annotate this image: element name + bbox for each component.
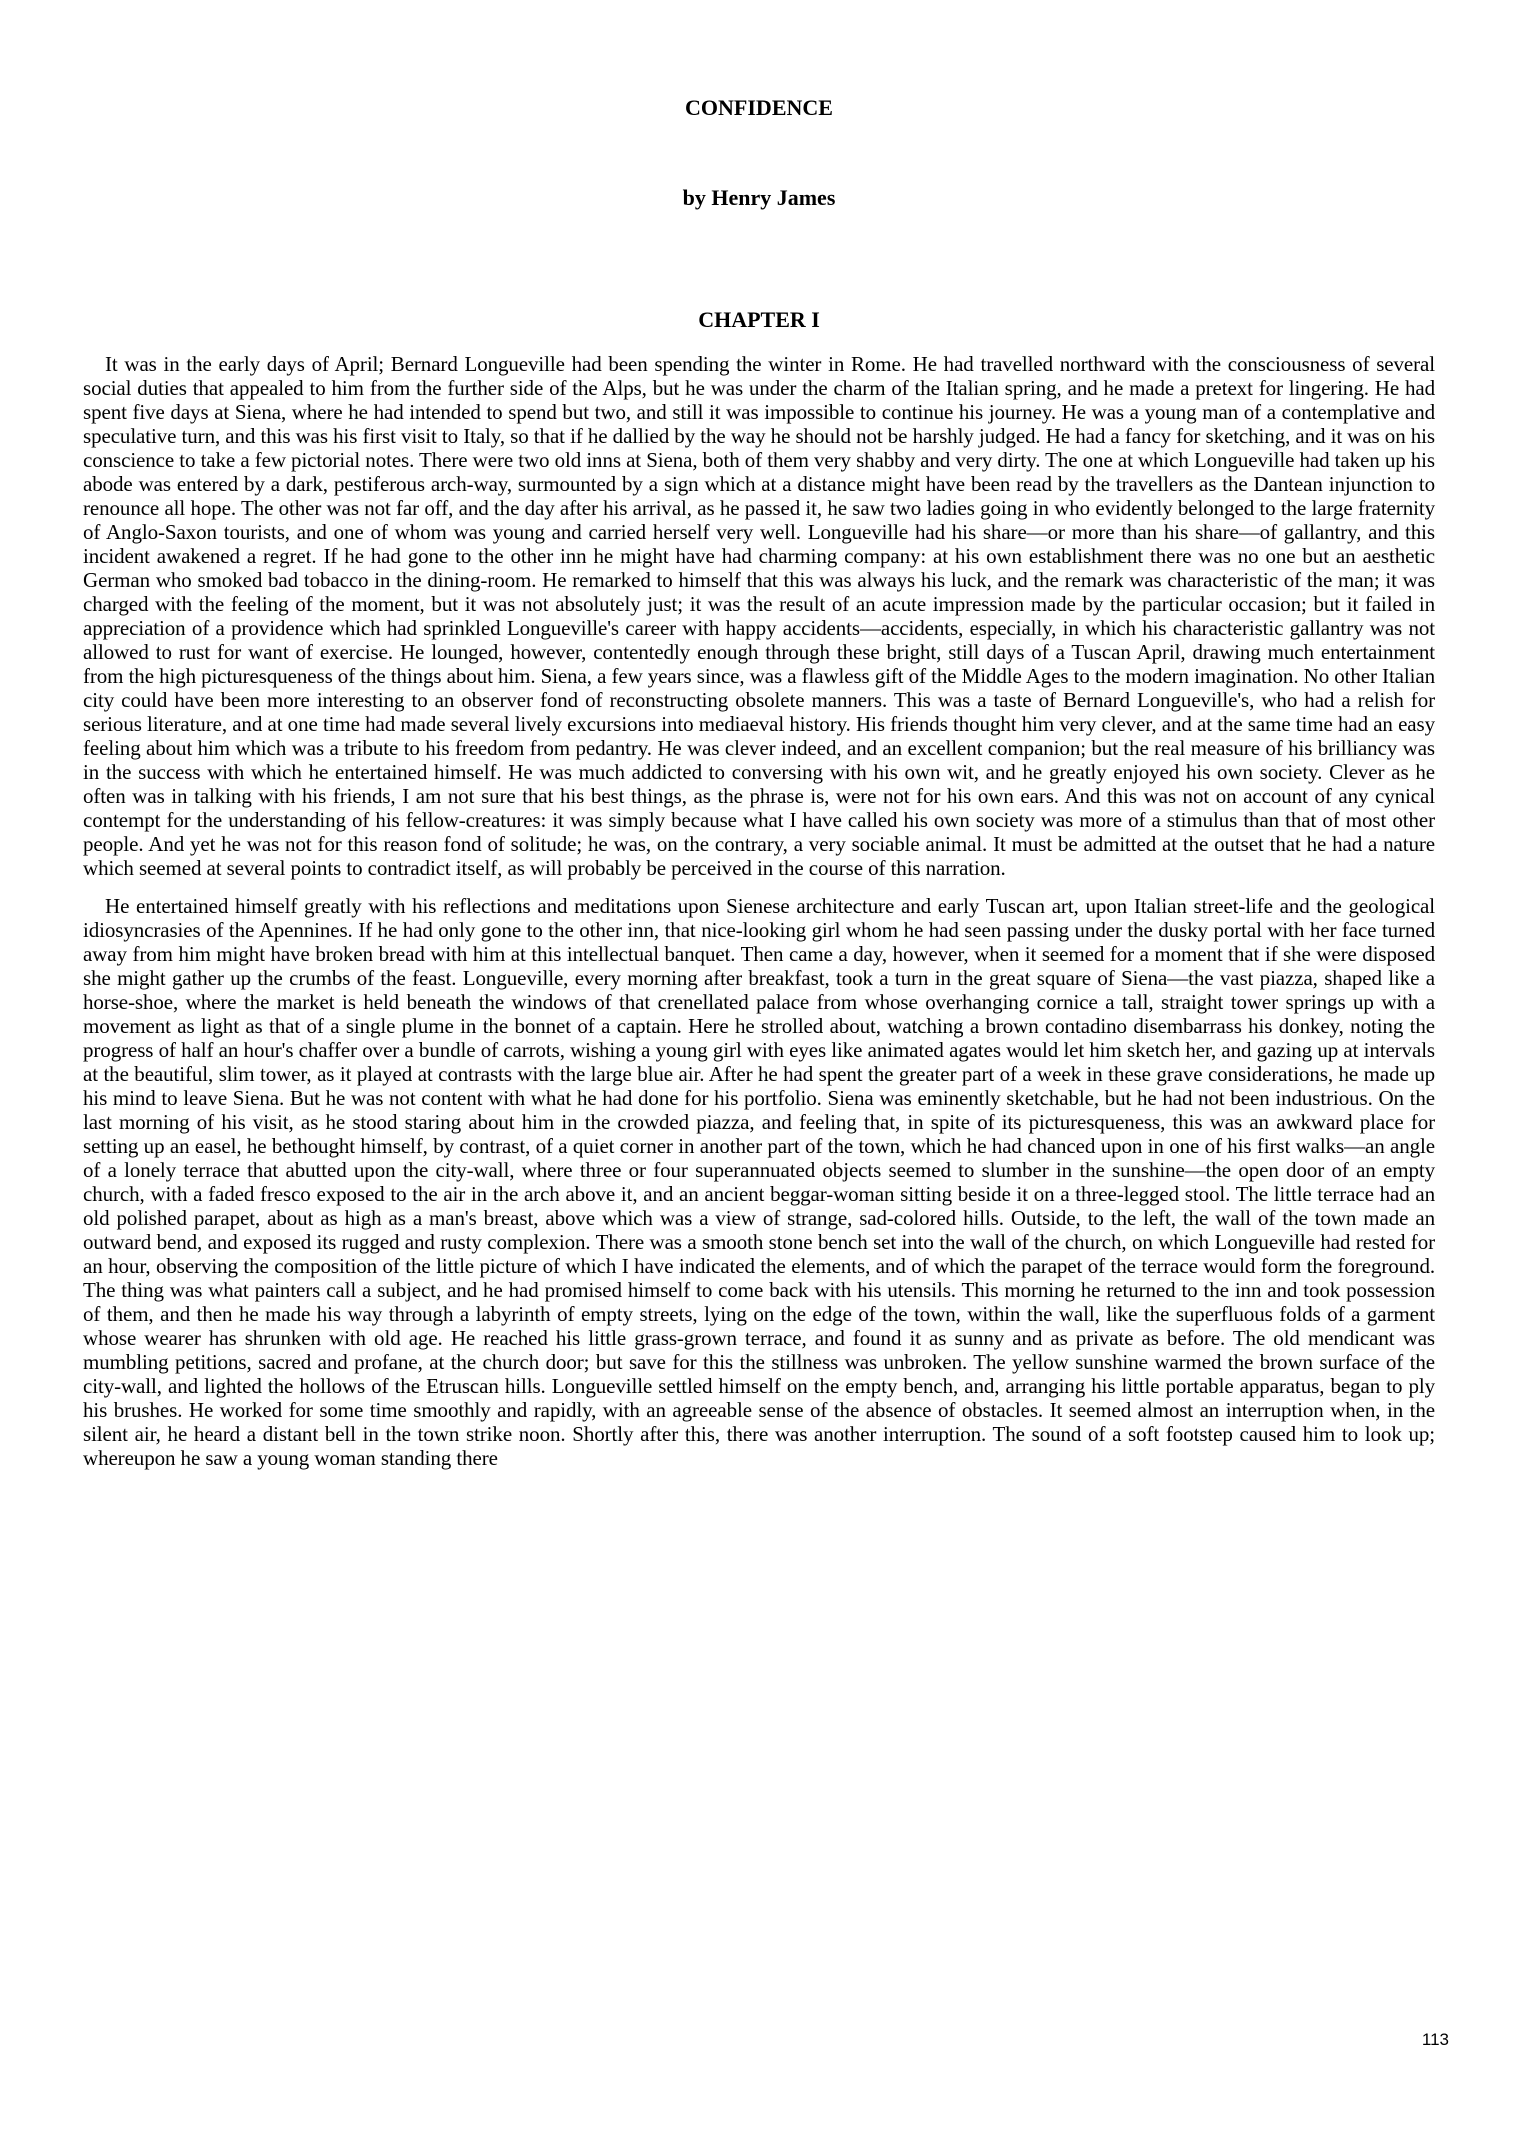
book-title: CONFIDENCE (685, 95, 833, 120)
chapter-heading: CHAPTER I (698, 307, 820, 332)
paragraph: It was in the early days of April; Bernard Longueville had been spending the winter in Rome. He had travelled northward with the consciousness of several social duties that appealed to him from the further side of the Alps, but he was under the charm of the Italian spring, and he made a pretext for lingering. He had spent five days at Siena, where he had intended to spend but two, and still it was impossible to continue his journey. He was a young man of a contemplative and speculative turn, and this was his first visit to Italy, so that if he dallied by the way he should not be harshly judged. He had a fancy for sketching, and it was on his conscience to take a few pictorial notes. There were two old inns at Siena, both of them very shabby and very dirty. The one at which Longueville had taken up his abode was entered by a dark, pestiferous arch-way, surmounted by a sign which at a distance might have been read by the travellers as the Dantean injunction to renounce all hope. The other was not far off, and the day after his arrival, as he passed it, he saw two ladies going in who evidently belonged to the large fraternity of Anglo-Saxon tourists, and one of whom was young and carried herself very well. Longueville had his share—or more than his share—of gallantry, and this incident awakened a regret. If he had gone to the other inn he might have had charming company: at his own establishment there was no one but an aesthetic German who smoked bad tobacco in the dining-room. He remarked to himself that this was always his luck, and the remark was characteristic of the man; it was charged with the feeling of the moment, but it was not absolutely just; it was the result of an acute impression made by the particular occasion; but it failed in appreciation of a providence which had sprinkled Longueville's career with happy accidents—accidents, especially, in which his characteristic gallantry was not allowed to rust for want of exercise. He lounged, however, contentedly enough through these bright, still days of a Tuscan April, drawing much entertainment from the high picturesqueness of the things about him. Siena, a few years since, was a flawless gift of the Middle Ages to the modern imagination. No other Italian city could have been more interesting to an observer fond of reconstructing obsolete manners. This was a taste of Bernard Longueville's, who had a relish for serious literature, and at one time had made several lively excursions into mediaeval history. His friends thought him very clever, and at the same time had an easy feeling about him which was a tribute to his freedom from pedantry. He was clever indeed, and an excellent companion; but the real measure of his brilliancy was in the success with which he entertained himself. He was much addicted to conversing with his own wit, and he greatly enjoyed his own society. Clever as he often was in talking with his friends, I am not sure that his best things, as the phrase is, were not for his own ears. And this was not on account of any cynical contempt for the understanding of his fellow-creatures: it was simply because what I have called his own society was more of a stimulus than that of most other people. And yet he was not for this reason fond of solitude; he was, on the contrary, a very sociable animal. It must be admitted at the outset that he had a nature which seemed at several points to contradict itself, as will probably be perceived in the course of this narration. (83, 352, 1435, 880)
book-page (83, 0, 1449, 2146)
chapter-body (83, 352, 1435, 1484)
author-line: by Henry James (682, 185, 836, 210)
page-number: 113 (1421, 2030, 1449, 2049)
paragraph: He entertained himself greatly with his reflections and meditations upon Sienese architecture and early Tuscan art, upon Italian street-life and the geological idiosyncrasies of the Apennines. If he had only gone to the other inn, that nice-looking girl whom he had seen passing under the dusky portal with her face turned away from him might have broken bread with him at this intellectual banquet. Then came a day, however, when it seemed for a moment that if she were disposed she might gather up the crumbs of the feast. Longueville, every morning after breakfast, took a turn in the great square of Siena—the vast piazza, shaped like a horse-shoe, where the market is held beneath the windows of that crenellated palace from whose overhanging cornice a tall, straight tower springs up with a movement as light as that of a single plume in the bonnet of a captain. Here he strolled about, watching a brown contadino disembarrass his donkey, noting the progress of half an hour's chaffer over a bundle of carrots, wishing a young girl with eyes like animated agates would let him sketch her, and gazing up at intervals at the beautiful, slim tower, as it played at contrasts with the large blue air. After he had spent the greater part of a week in these grave considerations, he made up his mind to leave Siena. But he was not content with what he had done for his portfolio. Siena was eminently sketchable, but he had not been industrious. On the last morning of his visit, as he stood staring about him in the crowded piazza, and feeling that, in spite of its picturesqueness, this was an awkward place for setting up an easel, he bethought himself, by contrast, of a quiet corner in another part of the town, which he had chanced upon in one of his first walks—an angle of a lonely terrace that abutted upon the city-wall, where three or four superannuated objects seemed to slumber in the sunshine—the open door of an empty church, with a faded fresco exposed to the air in the arch above it, and an ancient beggar-woman sitting beside it on a three-legged stool. The little terrace had an old polished parapet, about as high as a man's breast, above which was a view of strange, sad-colored hills. Outside, to the left, the wall of the town made an outward bend, and exposed its rugged and rusty complexion. There was a smooth stone bench set into the wall of the church, on which Longueville had rested for an hour, observing the composition of the little picture of which I have indicated the elements, and of which the parapet of the terrace would form the foreground. The thing was what painters call a subject, and he had promised himself to come back with his utensils. This morning he returned to the inn and took possession of them, and then he made his way through a labyrinth of empty streets, lying on the edge of the town, within the wall, like the superfluous folds of a garment whose wearer has shrunken with old age. He reached his little grass-grown terrace, and found it as sunny and as private as before. The old mendicant was mumbling petitions, sacred and profane, at the church door; but save for this the stillness was unbroken. The yellow sunshine warmed the brown surface of the city-wall, and lighted the hollows of the Etruscan hills. Longueville settled himself on the empty bench, and, arranging his little portable apparatus, began to ply his brushes. He worked for some time smoothly and rapidly, with an agreeable sense of the absence of obstacles. It seemed almost an interruption when, in the silent air, he heard a distant bell in the town strike noon. Shortly after this, there was another interruption. The sound of a soft footstep caused him to look up; whereupon he saw a young woman standing there (83, 894, 1435, 1470)
